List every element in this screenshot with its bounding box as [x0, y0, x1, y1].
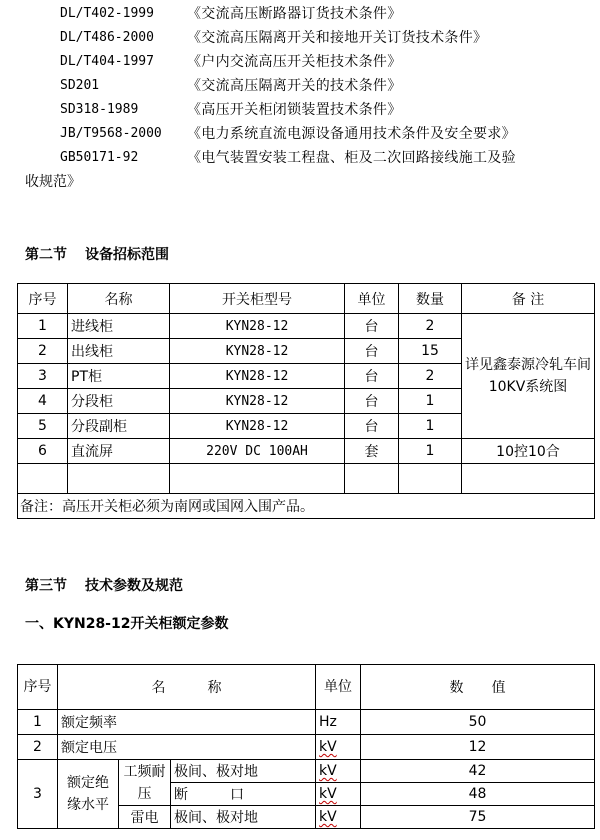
- cell-model: KYN28-12: [170, 414, 345, 439]
- header-cell: 序号: [18, 284, 68, 314]
- standard-title: 《电力系统直流电源设备通用技术条件及安全要求》: [187, 126, 516, 142]
- bidding-scope-table: [17, 283, 595, 519]
- cell-item: 断 口: [171, 783, 316, 806]
- unit-text: kV: [319, 786, 337, 802]
- cell-index: 2: [18, 735, 58, 760]
- cell-unit: 台: [345, 414, 399, 439]
- standard-code: DL/T404-1997: [60, 54, 154, 69]
- rated-parameters-table: [17, 664, 595, 829]
- cell-unit: [316, 735, 361, 760]
- standard-code: DL/T486-2000: [60, 30, 154, 45]
- section-heading-2: [25, 244, 169, 264]
- header-cell-index: 序号: [18, 665, 58, 710]
- sub-heading: 一、KYN28-12开关柜额定参数: [25, 616, 229, 632]
- standard-title: 《交流高压断路器订货技术条件》: [187, 6, 402, 22]
- unit-text: kV: [319, 763, 337, 779]
- table-row: [18, 439, 595, 464]
- cell-value: 50: [361, 710, 595, 735]
- standard-code: JB/T9568-2000: [60, 126, 162, 141]
- cell-qty: 2: [399, 314, 462, 339]
- cell-name: 额定频率: [58, 710, 316, 735]
- cell-group: 额定绝缘水平: [58, 760, 119, 829]
- cell-model: KYN28-12: [170, 339, 345, 364]
- empty-cell: [462, 464, 595, 494]
- cell-name: PT柜: [68, 364, 170, 389]
- table-row: [18, 314, 595, 339]
- cell-subgroup: 雷电: [119, 806, 171, 829]
- cell-value: 75: [361, 806, 595, 829]
- header-cell-unit: 单位: [316, 665, 361, 710]
- cell-unit: [316, 760, 361, 783]
- standard-title: 《高压开关柜闭锁装置技术条件》: [187, 102, 402, 118]
- cell-index: 1: [18, 314, 68, 339]
- cell-unit: 套: [345, 439, 399, 464]
- table-header-row: [18, 284, 595, 314]
- cell-name: 分段副柜: [68, 414, 170, 439]
- cell-name: 分段柜: [68, 389, 170, 414]
- cell-model: KYN28-12: [170, 314, 345, 339]
- standard-item: [0, 146, 600, 170]
- cell-subgroup: 工频耐压: [119, 760, 171, 806]
- cell-remark: 10控10合: [462, 439, 595, 464]
- table-row: [18, 710, 595, 735]
- unit-text: kV: [319, 739, 337, 755]
- cell-qty: 1: [399, 439, 462, 464]
- section-title: 设备招标范围: [85, 247, 169, 263]
- empty-cell: [18, 464, 68, 494]
- section-heading-3: [25, 575, 183, 595]
- standard-continuation-row: [0, 170, 600, 194]
- cell-name: 出线柜: [68, 339, 170, 364]
- table-footnote-row: [18, 494, 595, 519]
- cell-value: 42: [361, 760, 595, 783]
- header-cell-name: 名 称: [58, 665, 316, 710]
- cell-qty: 1: [399, 414, 462, 439]
- section-title: 技术参数及规范: [85, 578, 183, 594]
- header-cell-value: 数 值: [361, 665, 595, 710]
- cell-qty: 15: [399, 339, 462, 364]
- section-number: 第二节: [25, 247, 67, 263]
- cell-unit: [316, 806, 361, 829]
- standard-item: [0, 122, 600, 146]
- standard-item: [0, 50, 600, 74]
- empty-cell: [170, 464, 345, 494]
- standard-code: DL/T402-1999: [60, 6, 154, 21]
- table-row-empty: [18, 464, 595, 494]
- standard-item: [0, 98, 600, 122]
- cell-index: 5: [18, 414, 68, 439]
- cell-qty: 1: [399, 389, 462, 414]
- empty-cell: [399, 464, 462, 494]
- cell-unit: 台: [345, 314, 399, 339]
- standard-code: GB50171-92: [60, 150, 139, 165]
- cell-unit: [316, 783, 361, 806]
- cell-index: 6: [18, 439, 68, 464]
- cell-index: 2: [18, 339, 68, 364]
- section-number: 第三节: [25, 578, 67, 594]
- standards-list: [0, 2, 600, 194]
- cell-model: KYN28-12: [170, 389, 345, 414]
- cell-index: 1: [18, 710, 58, 735]
- header-cell: 备 注: [462, 284, 595, 314]
- cell-model: KYN28-12: [170, 364, 345, 389]
- cell-value: 12: [361, 735, 595, 760]
- unit-text: kV: [319, 809, 337, 825]
- cell-index: 3: [18, 760, 58, 829]
- header-cell: 数量: [399, 284, 462, 314]
- cell-item: 极间、极对地: [171, 806, 316, 829]
- cell-index: 4: [18, 389, 68, 414]
- cell-unit: Hz: [316, 710, 361, 735]
- cell-value: 48: [361, 783, 595, 806]
- cell-remark-merged: 详见鑫泰源冷轧车间10KV系统图: [462, 314, 595, 439]
- standard-title: 《户内交流高压开关柜技术条件》: [187, 54, 402, 70]
- standard-code: SD318-1989: [60, 102, 139, 117]
- standard-title: 《交流高压隔离开关和接地开关订货技术条件》: [187, 30, 488, 46]
- header-cell: 开关柜型号: [170, 284, 345, 314]
- cell-index: 3: [18, 364, 68, 389]
- standard-item: [0, 26, 600, 50]
- table-footnote: 备注：高压开关柜必须为南网或国网入围产品。: [18, 494, 595, 519]
- cell-name: 额定电压: [58, 735, 316, 760]
- cell-name: 直流屏: [68, 439, 170, 464]
- cell-qty: 2: [399, 364, 462, 389]
- cell-model: 220V DC 100AH: [170, 439, 345, 464]
- standard-item: [0, 2, 600, 26]
- empty-cell: [345, 464, 399, 494]
- standard-item: [0, 74, 600, 98]
- header-cell: 单位: [345, 284, 399, 314]
- cell-item: 极间、极对地: [171, 760, 316, 783]
- standard-continuation: 收规范》: [25, 174, 81, 190]
- table-header-row: [18, 665, 595, 710]
- cell-unit: 台: [345, 364, 399, 389]
- cell-name: 进线柜: [68, 314, 170, 339]
- header-cell: 名称: [68, 284, 170, 314]
- standard-code: SD201: [60, 78, 100, 93]
- table-row: [18, 760, 595, 783]
- cell-unit: 台: [345, 389, 399, 414]
- empty-cell: [68, 464, 170, 494]
- standard-title: 《电气装置安装工程盘、柜及二次回路接线施工及验: [187, 150, 516, 166]
- table-row: [18, 735, 595, 760]
- standard-title: 《交流高压隔离开关的技术条件》: [187, 78, 402, 94]
- cell-unit: 台: [345, 339, 399, 364]
